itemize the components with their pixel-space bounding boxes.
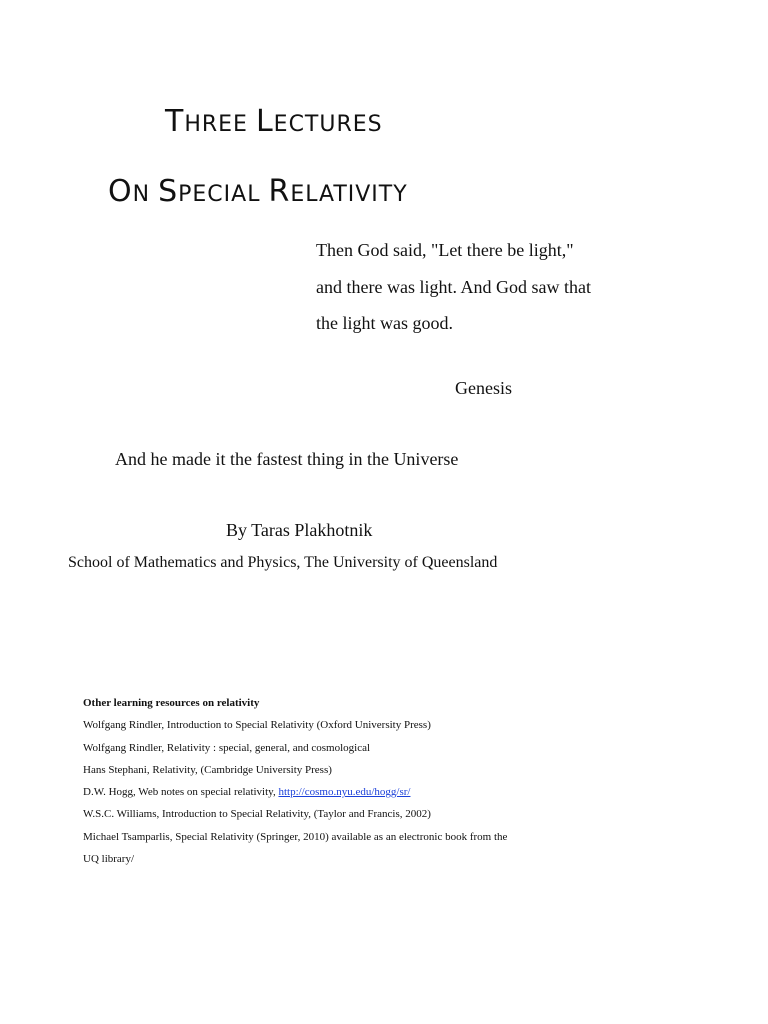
resources-heading: Other learning resources on relativity [83, 697, 260, 709]
resource-item-continuation: UQ library/ [83, 853, 135, 866]
resource-item-text: D.W. Hogg, Web notes on special relativity, [83, 786, 279, 799]
author-byline: By Taras Plakhotnik [226, 520, 373, 540]
resource-item [83, 781, 703, 803]
author-affiliation: School of Mathematics and Physics, The University of Queensland [68, 554, 498, 571]
tagline: And he made it the fastest thing in the Universe [115, 449, 459, 469]
title-text: ECTURES [273, 112, 383, 137]
resource-item: Wolfgang Rindler, Introduction to Special Relativity (Oxford University Press) [83, 719, 431, 732]
title-line-2 [108, 174, 408, 207]
title-text: ELATIVITY [290, 182, 408, 207]
resource-item: Michael Tsamparlis, Special Relativity (Springer, 2010) available as an electronic book from the [83, 830, 508, 843]
hogg-notes-link[interactable]: http://cosmo.nyu.edu/hogg/sr/ [278, 786, 411, 799]
title-initial: L [255, 104, 274, 139]
title-initial: T [165, 104, 185, 139]
title-line-1 [165, 104, 383, 137]
resource-item: W.S.C. Williams, Introduction to Special Relativity, (Taylor and Francis, 2002) [83, 808, 431, 821]
title-initial: R [268, 174, 291, 209]
resource-item: Wolfgang Rindler, Relativity : special, general, and cosmological [83, 741, 371, 754]
epigraph-quote: Then God said, "Let there be light," and there was light. And God saw that the light was good. [316, 240, 591, 333]
title-text: PECIAL [178, 182, 269, 207]
resources-section [83, 692, 703, 870]
title-text: HREE [184, 112, 256, 137]
resource-item: Hans Stephani, Relativity, (Cambridge University Press) [83, 763, 332, 776]
epigraph-source: Genesis [455, 378, 512, 398]
resources-list [83, 714, 703, 870]
title-initial: O [108, 174, 133, 209]
title-initial: S [158, 174, 179, 209]
title-text: N [132, 182, 159, 207]
